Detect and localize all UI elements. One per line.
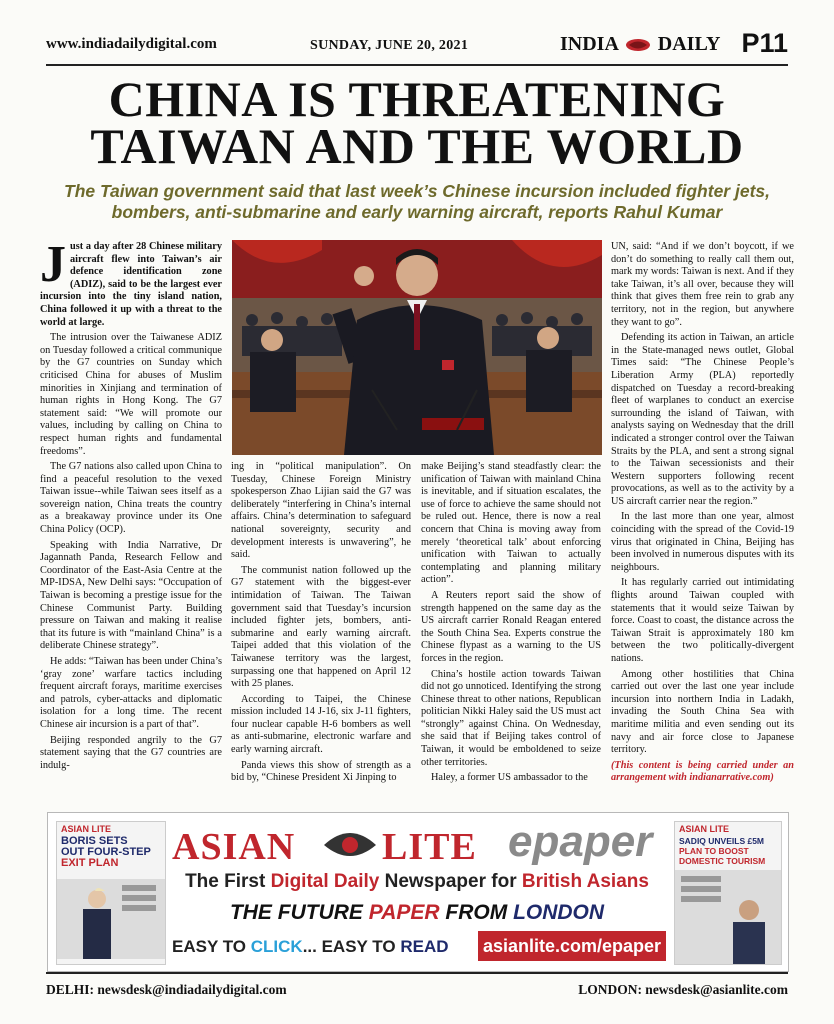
paragraph: The G7 nations also called upon China to find a peaceful resolution to the vexed Taiwan issue--while Taiwan sees itself as a sovereign nation, China treats the country as a breakaway province under its One China Policy (OCP). [40,461,222,536]
content-credit: (This content is being carried under an arrangement with indianarrative.com) [611,759,794,784]
tagline-highlight: Digital Daily [270,871,380,892]
advert-future [172,901,662,925]
page-footer [46,972,788,1000]
advert-tagline [172,871,662,893]
right-mini-headline-2: PLAN TO BOOST [679,846,749,856]
paragraph: According to Taipei, the Chinese mission included 14 J-16, six J-11 fighters, four nuclear capable H-6 bombers as well as anti-submarine, electronic warfare and early warning aircraft. [231,693,411,756]
easy-highlight: READ [400,937,449,956]
left-mini-headline-2: OUT FOUR-STEP [61,846,151,858]
site-url[interactable]: www.indiadailydigital.com [46,36,217,52]
lion-crest-icon [322,827,378,863]
right-mini-headline-1: SADIQ UNVEILS £5M [679,836,765,846]
issue-date: SUNDAY, JUNE 20, 2021 [310,38,469,53]
headline [40,71,794,174]
advert-easy [172,937,472,957]
paragraph: ing in “political manipulation”. On Tuesday, Chinese Foreign Ministry spokesperson Zhao Lijian said the G7 was deliberately “interfering in China’s internal affairs. China’s determination to safeguard national sovereignty, security and development interests is unwavering”, he said. [231,461,411,561]
article-lede [40,236,222,329]
paragraph: A Reuters report said the show of strength happened on the same day as the US aircraft carrier Ronald Reagan entered the South China Sea. Experts construe the Chinese flypast as a warning to the US forces in the region. [421,589,601,664]
left-mini-photo [57,869,165,959]
delhi-contact[interactable]: DELHI: newsdesk@indiadailydigital.com [46,982,287,997]
headline-line2: TAIWAN AND THE WORLD [90,118,744,174]
headline-line1: CHINA IS THREATENING [108,71,726,127]
future-highlight: LONDON [513,901,605,924]
future-part: THE FUTURE [229,901,369,924]
paragraph: Haley, a former US ambassador to the [431,772,588,784]
future-highlight: PAPER [368,901,440,924]
deck-line2: bombers, anti-submarine and early warning aircraft, reports Rahul Kumar [111,202,723,222]
brand-asian: ASIAN [172,826,296,868]
advert-brand [172,817,662,868]
paragraph: It has regularly carried out intimidating flights around Taiwan coupled with statements that it would seize Taiwan by force. Coast to coast, the distance across the Taiwan Strait is approximately 180 km between the two politically-divergent nations. [611,577,794,664]
article-column-3 [421,461,601,801]
tagline-highlight: British Asians [521,871,649,892]
paragraph: Beijing responded angrily to the G7 statement saying that the G7 countries are indulg- [40,734,222,771]
brand-lite: LITE [382,826,477,868]
left-mini-mast: ASIAN LITE [61,824,112,834]
easy-highlight: CLICK [250,937,303,956]
lion-emblem-icon [625,38,651,52]
future-part: FROM [439,901,514,924]
paragraph: Defending its action in Taiwan, an article in the State-managed news outlet, Global Times said: “The Chinese People’s Liberation Army (PLA) reportedly dispatched on Tuesday a record-breaking fleet of warplanes to conduct an exercise surrounding the island of Taiwan, with analysts saying on Wednesday that the drill indicated a stronger control over the Taiwan Straits by the PLA, and sent a strong signal to the Taiwan secessionists and their Western supporters following recent provocations, as well as to the activity by a US aircraft carrier near the region.” [611,332,794,507]
article-column-2 [231,461,411,801]
page-number: P11 [741,28,788,58]
tagline-part: Newspaper for [379,871,522,892]
deck [40,181,794,223]
left-mini-headline-3: EXIT PLAN [61,857,119,869]
lede-text: ust a day after 28 Chinese military aircraft flew into Taiwan’s air defence identification zone (ADIZ), said to be the largest ever incursion into the tiny island nation, China followed it up with a threat to the world at large. [40,241,222,328]
advert-url-button[interactable]: asianlite.com/epaper [478,931,666,961]
article-column-4 [611,241,794,806]
paragraph: China’s hostile action towards Taiwan did not go unnoticed. Identifying the strong Chinese threat to other nations, Republican politician Nikki Haley said the US must act “strongly” against China. On Wednesday, she said that if Beijing takes control of Taiwan, it would be emboldened to seize other territories. [421,668,601,768]
paragraph: The communist nation followed up the G7 statement with the biggest-ever intimidation of Taiwan. The Taiwan government said that Tuesday’s incursion included fighter jets, bombers, anti-submarine and early warning aircraft. Taipei added that this violation of the Taiwanese territory was the largest, surpassing one that happened on April 12 with 25 planes. [231,564,411,690]
paragraph: Speaking with India Narrative, Dr Jagannath Panda, Research Fellow and Coordinator of the East-Asia Centre at the MP-IDSA, New Delhi says: “Occupation of Taiwan is becoming a prestige issue for the Chinese Communist Party. Building pressure on Taiwan and making it realise that its future is with “mainland China” is a deliberate Chinese strategy”. [40,539,222,652]
paragraph: Panda views this show of strength as a bid by, “Chinese President Xi Jinping to [231,759,411,784]
paragraph: UN, said: “And if we don’t boycott, if we don’t do something to really call them out, mark my words: Taiwan is next. And if they take Taiwan, it’s all over, because they will think that gives them free rein to grab any territory, not in the region, but anywhere they want to go”. [611,241,794,328]
left-mini-headline-1: BORIS SETS [61,835,128,847]
photo-illustration [232,240,602,455]
right-mini-mast: ASIAN LITE [679,824,730,834]
masthead-left: INDIA [560,33,618,55]
right-mini-paper [674,821,782,965]
right-mini-headline-3: DOMESTIC TOURISM [679,856,766,866]
paragraph: Among other hostilities that China carried out over the last one year include incursion into northern India in Ladakh, invading the South China Sea with maritime militia and even sending out its navy and air force close to Japanese territory. [611,668,794,756]
right-mini-photo [675,866,781,965]
paragraph: He adds: “Taiwan has been under China’s ‘gray zone’ warfare tactics including frequent aircraft forays, maritime exercises and patrols, cyber-attacks and diplomatic isolation for a long time. The recent Chinese air incursion is a part of that”. [40,656,222,730]
paragraph: The intrusion over the Taiwanese ADIZ on Tuesday followed a critical communique by the G7 countries on Sunday which criticised China for abuses of Muslim minorities in Xinjiang and termination of human rights in Hong Kong. The G7 statement said: “We will promote our values, including by calling on China to respect human rights and fundamental freedoms”. [40,332,222,457]
brand-epaper: epaper [508,817,653,866]
masthead [560,33,720,56]
article-column-1 [40,236,222,806]
dropcap: J [40,236,66,293]
asianlite-advert[interactable] [47,812,789,972]
deck-line1: The Taiwan government said that last week’s Chinese incursion included fighter jets, [64,181,770,201]
paragraph: make Beijing’s stand steadfastly clear: the unification of Taiwan with mainland China is inevitable, and if situation escalates, the use of force to achieve the same should not be ruled out. Hence, there is now a real concern that China is moving away from merely ‘theoretical talk’ about enforcing unification with Taiwan to actually contemplating and planning military action”. [421,461,601,586]
masthead-right: DAILY [657,33,721,55]
london-contact[interactable]: LONDON: newsdesk@asianlite.com [578,982,788,997]
article-photo [232,240,602,455]
paragraph: In the last more than one year, almost coinciding with the spread of the Covid-19 virus that originated in China, Beijing has been involved in numerous disputes with its neighbours. [611,511,794,573]
easy-part: ... EASY TO [302,937,401,956]
left-mini-paper [56,821,166,965]
easy-part: EASY TO [172,937,251,956]
tagline-part: The First [185,871,271,892]
page-header [46,30,788,66]
